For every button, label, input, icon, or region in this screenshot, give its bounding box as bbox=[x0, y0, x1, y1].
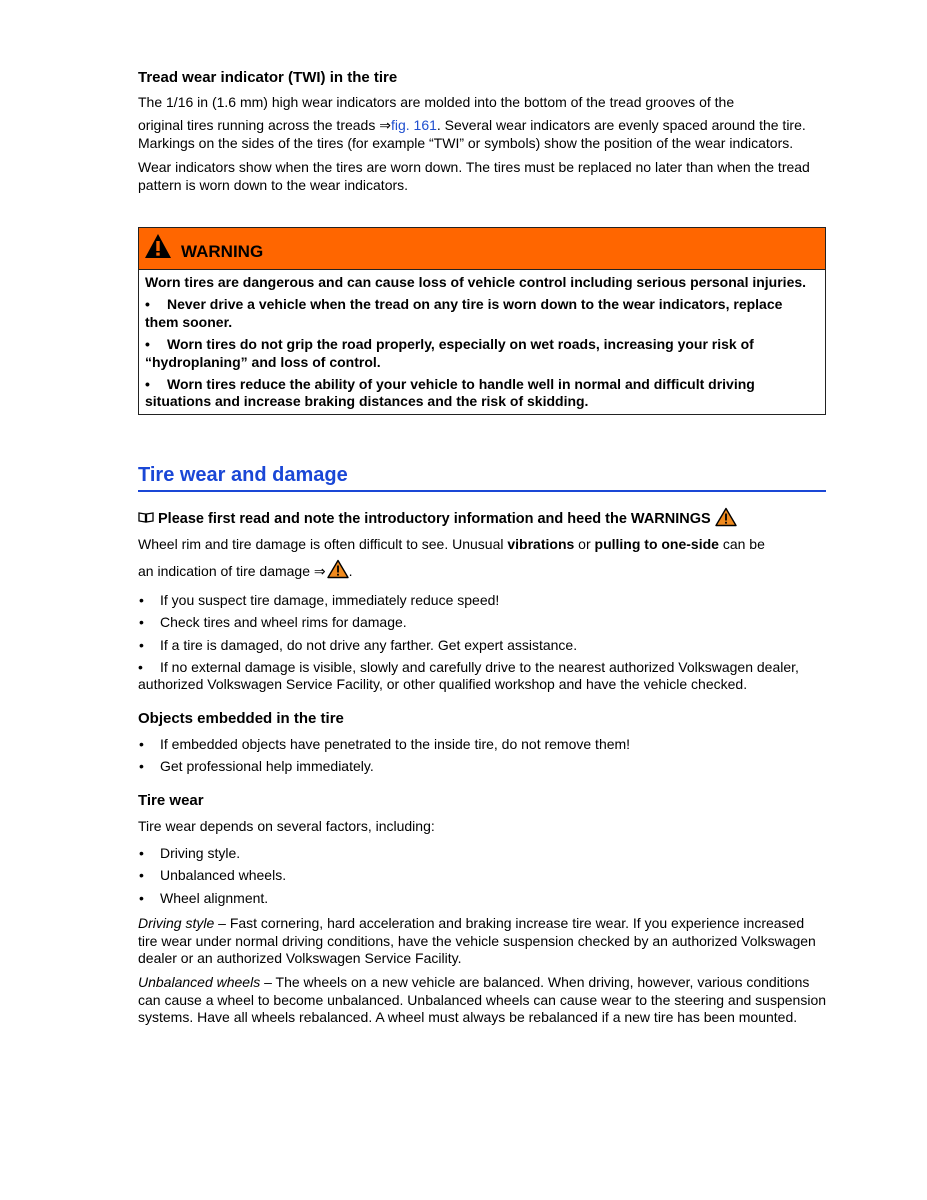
twi-text-cont: . Several wear indicators are evenly spaced around the tire. Markings on the sides of the tires (for example “TWI” or symbols) show the position of the wear indicators. bbox=[138, 117, 806, 151]
warning-item-text: Worn tires do not grip the road properly, especially on wet roads, increasing your risk of “hydroplaning” and loss of control. bbox=[145, 336, 754, 370]
caution-triangle-icon[interactable] bbox=[715, 507, 737, 531]
text: – Fast cornering, hard acceleration and braking increase tire wear. If you experience increased tire wear under normal driving conditions, have the vehicle suspension checked by an authorized Volkswagen dealer or an authorized Volkswagen Service Facility. bbox=[138, 915, 816, 966]
list-item: • Check tires and wheel rims for damage. bbox=[138, 614, 826, 631]
intro-text: Please first read and note the introductory information and heed the WARNINGS bbox=[158, 510, 711, 527]
list-item: • Get professional help immediately. bbox=[138, 758, 826, 775]
tirewear-heading: Tire wear bbox=[138, 791, 204, 809]
bullet: • bbox=[145, 376, 150, 393]
warning-item-text: Worn tires reduce the ability of your vehicle to handle well in normal and difficult driving situations and increase braking distances and the risk of skidding. bbox=[145, 376, 755, 410]
warning-item bbox=[145, 296, 819, 331]
damage-bullets bbox=[138, 592, 826, 654]
damage-paragraph bbox=[138, 536, 826, 553]
warning-item-text: Never drive a vehicle when the tread on any tire is worn down to the wear indicators, replace them sooner. bbox=[145, 296, 783, 330]
italic-label: Unbalanced wheels bbox=[138, 974, 261, 991]
text: – The wheels on a new vehicle are balanced. When driving, however, various conditions can cause a wheel to become unbalanced. Unbalanced wheels can cause wear to the steering and suspension systems. Have all wheels rebalanced. A wheel must always be rebalanced if a new tire has been mounted. bbox=[138, 974, 827, 1026]
tirewear-bullets bbox=[138, 845, 826, 907]
twi-text: original tires running across the treads ⇒ bbox=[138, 117, 391, 134]
objects-heading: Objects embedded in the tire bbox=[138, 709, 344, 727]
list-item: • Driving style. bbox=[138, 845, 826, 862]
fig-161-link[interactable]: fig. 161 bbox=[390, 117, 437, 134]
objects-bullets bbox=[138, 736, 826, 776]
list-item: • If you suspect tire damage, immediately reduce speed! bbox=[138, 592, 826, 609]
text: . bbox=[348, 563, 353, 580]
text: can be bbox=[718, 535, 765, 552]
warning-triangle-icon bbox=[144, 233, 172, 264]
warning-title: WARNING bbox=[181, 241, 264, 261]
list-item: • If embedded objects have penetrated to the inside tire, do not remove them! bbox=[138, 736, 826, 753]
list-item: • Wheel alignment. bbox=[138, 890, 826, 907]
bold-pulling: pulling to one-side bbox=[594, 535, 719, 552]
warning-header bbox=[139, 228, 825, 270]
list-item: • If a tire is damaged, do not drive any farther. Get expert assistance. bbox=[138, 637, 826, 654]
page-content bbox=[138, 68, 826, 1027]
list-item: • Unbalanced wheels. bbox=[138, 867, 826, 884]
text: Wheel rim and tire damage is often difficult to see. Unusual bbox=[138, 535, 508, 552]
warning-box bbox=[138, 227, 826, 415]
unbalanced-paragraph bbox=[138, 974, 826, 1026]
list-item-paragraph bbox=[138, 659, 826, 694]
twi-paragraph-1-line1: The 1/16 in (1.6 mm) high wear indicators are molded into the bottom of the tread grooves of the bbox=[138, 94, 735, 110]
intro-note bbox=[138, 507, 826, 531]
warning-lead: Worn tires are dangerous and can cause loss of vehicle control including serious personal injuries. bbox=[145, 274, 807, 291]
warning-item bbox=[145, 376, 819, 411]
italic-label: Driving style bbox=[138, 915, 215, 932]
warning-body bbox=[139, 270, 825, 414]
bullet: • bbox=[145, 336, 150, 353]
twi-paragraph-1 bbox=[138, 117, 826, 152]
twi-paragraph-2: Wear indicators show when the tires are worn down. The tires must be replaced no later than when the tread pattern is worn down to the wear indicators. bbox=[138, 159, 810, 193]
bullet: • bbox=[138, 658, 143, 675]
bullet: • bbox=[145, 296, 150, 313]
text: or bbox=[574, 535, 595, 552]
twi-heading: Tread wear indicator (TWI) in the tire bbox=[138, 69, 398, 86]
section-title: Tire wear and damage bbox=[138, 463, 826, 492]
caution-triangle-icon[interactable] bbox=[327, 559, 349, 583]
book-icon bbox=[138, 511, 154, 527]
text: If no external damage is visible, slowly and carefully drive to the nearest authorized Volkswagen dealer, authorized Volkswagen Service Facility, or other qualified workshop and have the vehicle checked. bbox=[138, 658, 799, 693]
bold-vibrations: vibrations bbox=[507, 535, 575, 552]
damage-paragraph-2 bbox=[138, 559, 826, 583]
warning-item bbox=[145, 336, 819, 371]
text: an indication of tire damage ⇒ bbox=[138, 563, 326, 580]
driving-style-paragraph bbox=[138, 915, 826, 967]
tirewear-intro: Tire wear depends on several factors, including: bbox=[138, 817, 435, 834]
